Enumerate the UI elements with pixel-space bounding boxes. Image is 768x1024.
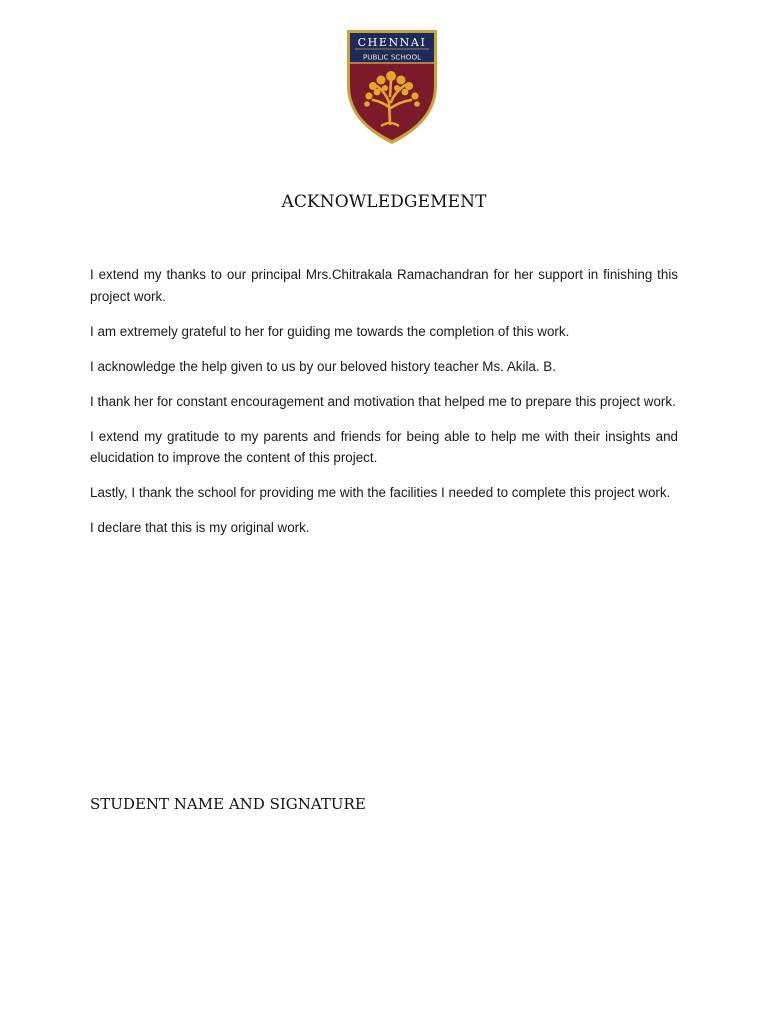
acknowledgement-body bbox=[90, 264, 678, 552]
page-title: ACKNOWLEDGEMENT bbox=[281, 192, 487, 212]
paragraph: I extend my thanks to our principal Mrs.Chitrakala Ramachandran for her support in finishing this project work. bbox=[90, 267, 678, 304]
paragraph: I thank her for constant encouragement and motivation that helped me to prepare this project work. bbox=[90, 393, 676, 409]
logo-text-line2: PUBLIC SCHOOL bbox=[362, 52, 422, 62]
paragraph: Lastly, I thank the school for providing me with the facilities I needed to complete this project work. bbox=[90, 485, 671, 500]
paragraph: I declare that this is my original work. bbox=[90, 520, 310, 535]
paragraph: I am extremely grateful to her for guiding me towards the completion of this work. bbox=[90, 323, 570, 339]
paragraph: I extend my gratitude to my parents and friends for being able to help me with their insights and elucidation to improve the content of this project. bbox=[90, 428, 678, 465]
paragraph: I acknowledge the help given to us by our beloved history teacher Ms. Akila. B. bbox=[90, 358, 556, 374]
school-logo bbox=[337, 22, 447, 148]
logo-text-line1: CHENNAI bbox=[357, 36, 427, 49]
signature-label: STUDENT NAME AND SIGNATURE bbox=[90, 795, 366, 813]
school-crest-icon bbox=[337, 22, 447, 148]
